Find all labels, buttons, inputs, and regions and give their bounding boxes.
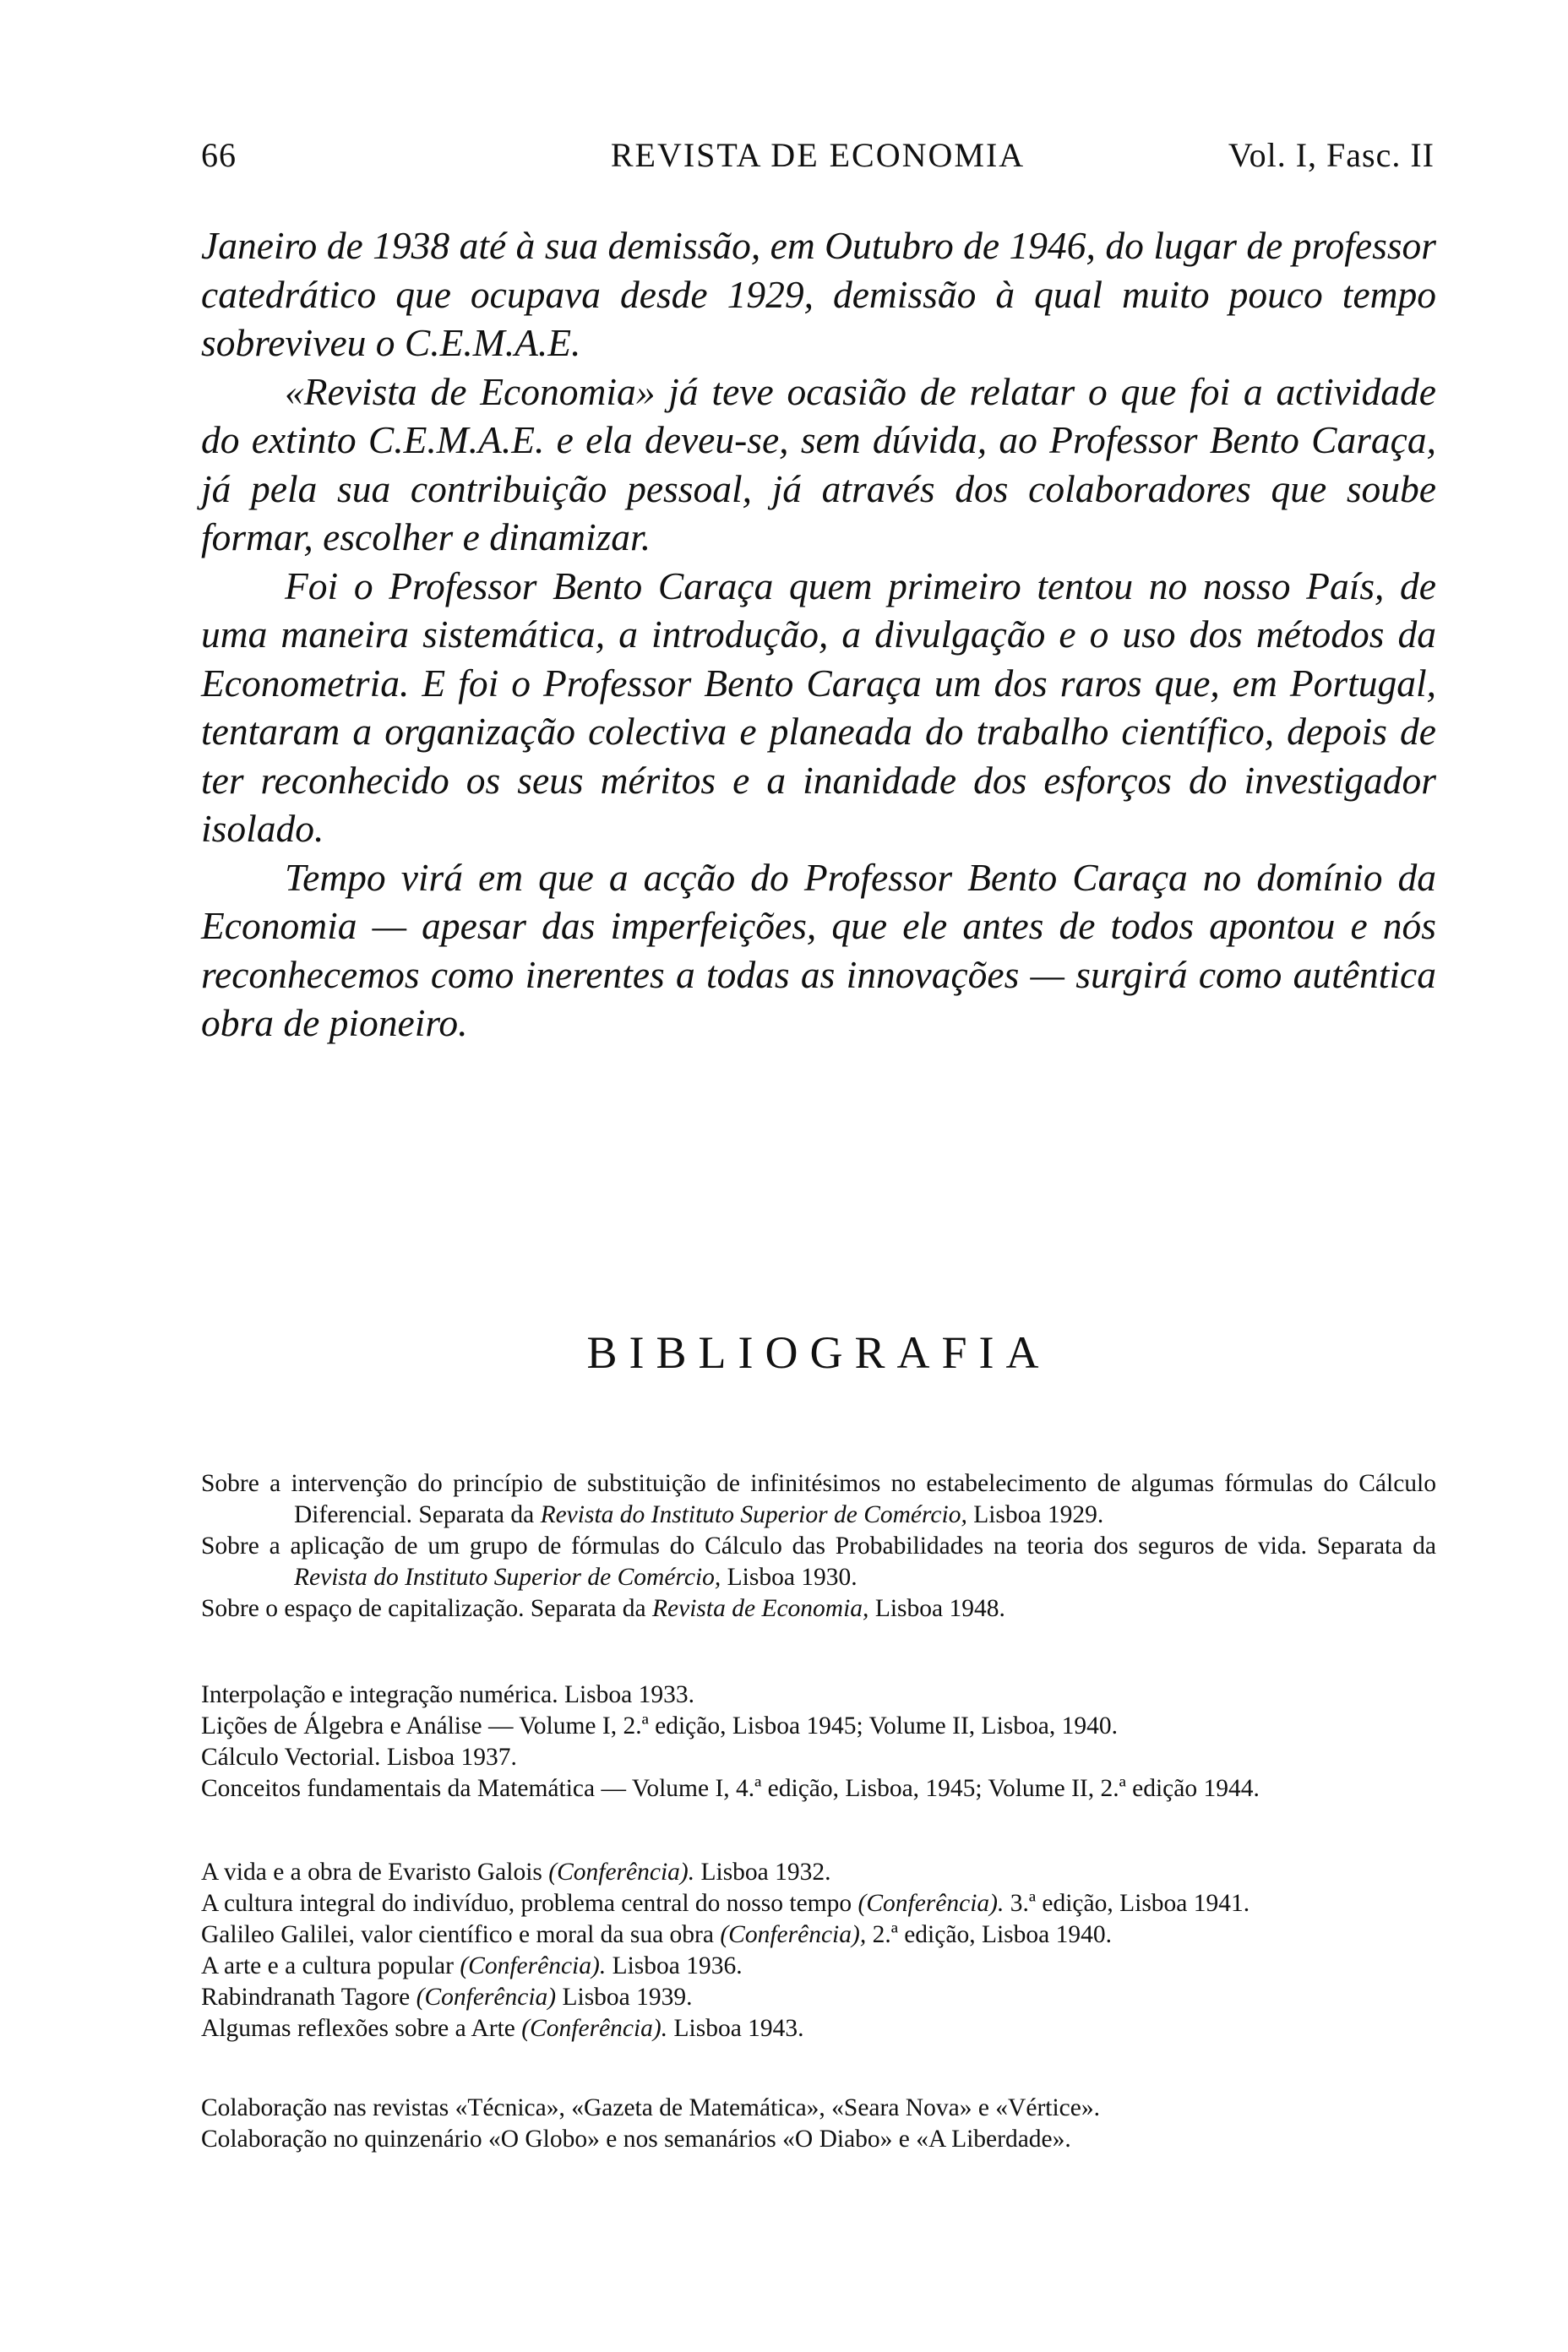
bibliography-entry: Colaboração nas revistas «Técnica», «Gazeta de Matemática», «Seara Nova» e «Vértice». <box>201 2094 1100 2121</box>
bibliography-heading: BIBLIOGRAFIA <box>586 1327 1051 1378</box>
bibliography-entry: Colaboração no quinzenário «O Globo» e nos semanários «O Diabo» e «A Liberdade». <box>201 2126 1071 2153</box>
paragraph: Tempo virá em que a acção do Professor Bento Caraça no domínio da Economia — apesar das imperfeições, que ele antes de todos apontou e nós reconhecemos como inerentes a todas as innovações — surgirá como autêntica obra de pioneiro. <box>201 855 1436 1044</box>
bibliography-entry: Sobre o espaço de capitalização. Separata da Revista de Economia, Lisboa 1948. <box>201 1595 1005 1622</box>
volume-issue: Vol. I, Fasc. II <box>1228 136 1435 174</box>
paragraph: Foi o Professor Bento Caraça quem primeiro tentou no nosso País, de uma maneira sistemática, a introdução, a divulgação e o uso dos métodos da Econometria. E foi o Professor Bento Caraça um dos raros que, em Portugal, tentaram a organização colectiva e planeada do trabalho científico, depois de ter reconhecido os seus méritos e a inanidade dos esforços do investigador isolado. <box>201 564 1436 850</box>
bibliography-group-books <box>201 1680 1436 1805</box>
bibliography-entry: Lições de Álgebra e Análise — Volume I, 2.ª edição, Lisboa 1945; Volume II, Lisboa, 1940. <box>201 1712 1118 1740</box>
paragraph: «Revista de Economia» já teve ocasião de relatar o que foi a actividade do extinto C.E.M.A.E. e ela deveu-se, sem dúvida, ao Professor Bento Caraça, já pela sua contribuição pessoal, já através dos colaboradores que soube formar, escolher e dinamizar. <box>201 369 1436 558</box>
article-body <box>201 221 1436 1048</box>
paragraph: Janeiro de 1938 até à sua demissão, em Outubro de 1946, do lugar de professor catedrático que ocupava desde 1929, demissão à qual muito pouco tempo sobreviveu o C.E.M.A.E. <box>201 224 1436 364</box>
bibliography-entry: Algumas reflexões sobre a Arte (Conferência). Lisboa 1943. <box>201 2015 804 2042</box>
bibliography-group-conferences <box>201 1857 1436 2044</box>
journal-title: REVISTA DE ECONOMIA <box>610 136 1026 174</box>
bibliography-entry: Sobre a intervenção do princípio de substituição de infinitésimos no estabelecimento de algumas fórmulas do Cálculo Diferencial. Separata da Revista do Instituto Superior de Comércio, Lisboa 1929. <box>201 1470 1436 1528</box>
bibliography-entry: Rabindranath Tagore (Conferência) Lisboa 1939. <box>201 1984 693 2011</box>
bibliography-entry: A arte e a cultura popular (Conferência). Lisboa 1936. <box>201 1952 743 1979</box>
bibliography-entry: A vida e a obra de Evaristo Galois (Conferência). Lisboa 1932. <box>201 1859 831 1886</box>
bibliography-entry: Interpolação e integração numérica. Lisboa 1933. <box>201 1681 695 1708</box>
bibliography-entry: Conceitos fundamentais da Matemática — Volume I, 4.ª edição, Lisboa, 1945; Volume II, 2.ª edição 1944. <box>201 1775 1260 1802</box>
bibliography-entry: Cálculo Vectorial. Lisboa 1937. <box>201 1744 517 1771</box>
bibliography-entry: A cultura integral do indivíduo, problema central do nosso tempo (Conferência). 3.ª edição, Lisboa 1941. <box>201 1890 1250 1917</box>
bibliography-group-papers <box>201 1468 1436 1625</box>
bibliography-entry: Sobre a aplicação de um grupo de fórmulas do Cálculo das Probabilidades na teoria dos seguros de vida. Separata da Revista do Instituto Superior de Comércio, Lisboa 1930. <box>201 1533 1436 1591</box>
page-number: 66 <box>201 136 237 174</box>
bibliography-entry: Galileo Galilei, valor científico e moral da sua obra (Conferência), 2.ª edição, Lisboa 1940. <box>201 1921 1112 1948</box>
bibliography-group-collaborations <box>201 2093 1436 2155</box>
running-header <box>201 135 1435 186</box>
